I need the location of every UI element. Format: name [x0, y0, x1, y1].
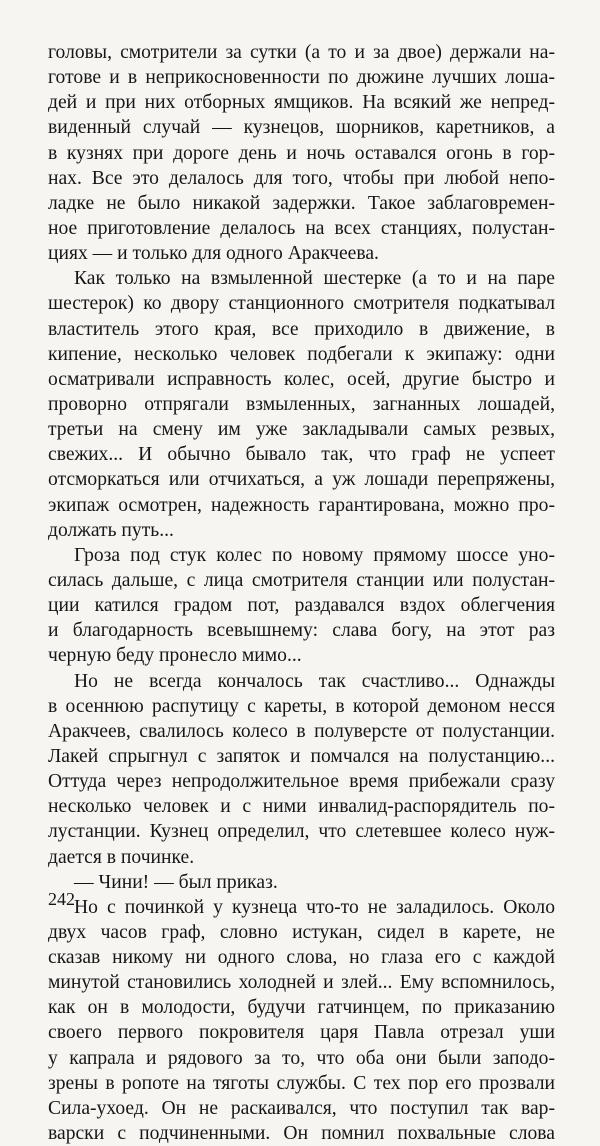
text-line: отсморкаться или отчихаться, а уж лошади перепряжены,	[48, 469, 555, 491]
text-line: ное приготовление делалось на всех станциях, полустан-	[48, 217, 555, 239]
text-line: виденный случай — кузнецов, шорников, каретников, а	[48, 117, 555, 139]
text-line: готове и в неприкосновенности по дюжине лучших лоша-	[48, 67, 555, 89]
text-line: и благодарность всевышнему: слава богу, на этот раз	[48, 620, 555, 642]
text-line: осматривали исправность колес, осей, другие быстро и	[48, 368, 555, 390]
text-line: проворно отпрягали взмыленных, загнанных лошадей,	[48, 393, 555, 415]
text-line: у капрала и рядового за то, что оба они были заподо-	[48, 1047, 555, 1069]
text-line: нах. Все это делалось для того, чтобы при любой непо-	[48, 167, 555, 189]
text-line: головы, смотрители за сутки (а то и за двое) держали на-	[48, 42, 555, 63]
text-line: кипение, несколько человек подбегали к экипажу: одни	[48, 343, 555, 365]
text-line: — Чини! — был приказ.	[74, 871, 278, 893]
page-number: 242	[48, 889, 75, 909]
text-line: двух часов граф, словно истукан, сидел в карете, не	[48, 921, 555, 943]
text-line: варски с подчиненными. Он помнил похвальные слова	[48, 1123, 555, 1145]
text-line: лустанции. Кузнец определил, что слетевшее колесо нуж-	[48, 821, 555, 843]
text-line: Но с починкой у кузнеца что-то не заладилось. Около	[74, 896, 555, 918]
text-line: Оттуда через непродолжительное время прибежали сразу	[48, 771, 555, 793]
text-line: властитель этого края, все приходило в движение, в	[48, 318, 555, 340]
text-line: циях — и только для одного Аракчеева.	[48, 243, 379, 265]
text-line: Гроза под стук колес по новому прямому шоссе уно-	[74, 544, 555, 566]
text-line: ладке не было никакой задержки. Такое заблаговремен-	[48, 192, 555, 214]
text-line: должать путь...	[48, 519, 174, 541]
text-line: своего первого покровителя царя Павла отрезал уши	[48, 1022, 555, 1044]
text-line: сказав никому ни одного слова, но глаза его с каждой	[48, 947, 555, 969]
text-line: свежих... И обычно бывало так, что граф не успеет	[48, 444, 555, 466]
text-line: Сила-ухоед. Он не раскаивался, что поступил так вар-	[48, 1097, 555, 1119]
text-line: дается в починке.	[48, 846, 195, 868]
text-line: несколько человек и с ними инвалид-распорядитель по-	[48, 796, 555, 818]
text-line: дей и при них отборных ямщиков. На всякий же непред-	[48, 92, 555, 114]
text-line: ции катился градом пот, раздавался вздох облегчения	[48, 595, 555, 617]
text-line: Как только на взмыленной шестерке (а то и на паре	[74, 268, 555, 290]
text-line: в кузнях при дороге день и ночь оставался огонь в гор-	[48, 142, 555, 164]
body-text	[48, 40, 555, 1146]
text-line: шестерок) ко двору станционного смотрителя подкатывал	[48, 293, 555, 315]
text-line: в осеннюю распутицу с кареты, в которой демоном несся	[48, 695, 555, 717]
text-line: Аракчеев, свалилось колесо в полуверсте от полустанции.	[48, 720, 555, 742]
text-line: зрены в ропоте на тяготы службы. С тех пор его прозвали	[48, 1072, 555, 1094]
text-line: третьи на смену им уже закладывали самых резвых,	[48, 419, 555, 441]
text-line: минутой становились холодней и злей... Ему вспомнилось,	[48, 972, 555, 994]
text-line: Лакей спрыгнул с запяток и помчался на полустанцию...	[48, 745, 555, 767]
text-line: Но не всегда кончалось так счастливо... Однажды	[74, 670, 555, 692]
text-line: как он в молодости, будучи гатчинцем, по приказанию	[48, 997, 555, 1019]
text-line: экипаж осмотрен, надежность гарантирована, можно про-	[48, 494, 555, 516]
text-line: силась дальше, с лица смотрителя станции или полустан-	[48, 569, 555, 591]
text-line: черную беду пронесло мимо...	[48, 645, 302, 667]
